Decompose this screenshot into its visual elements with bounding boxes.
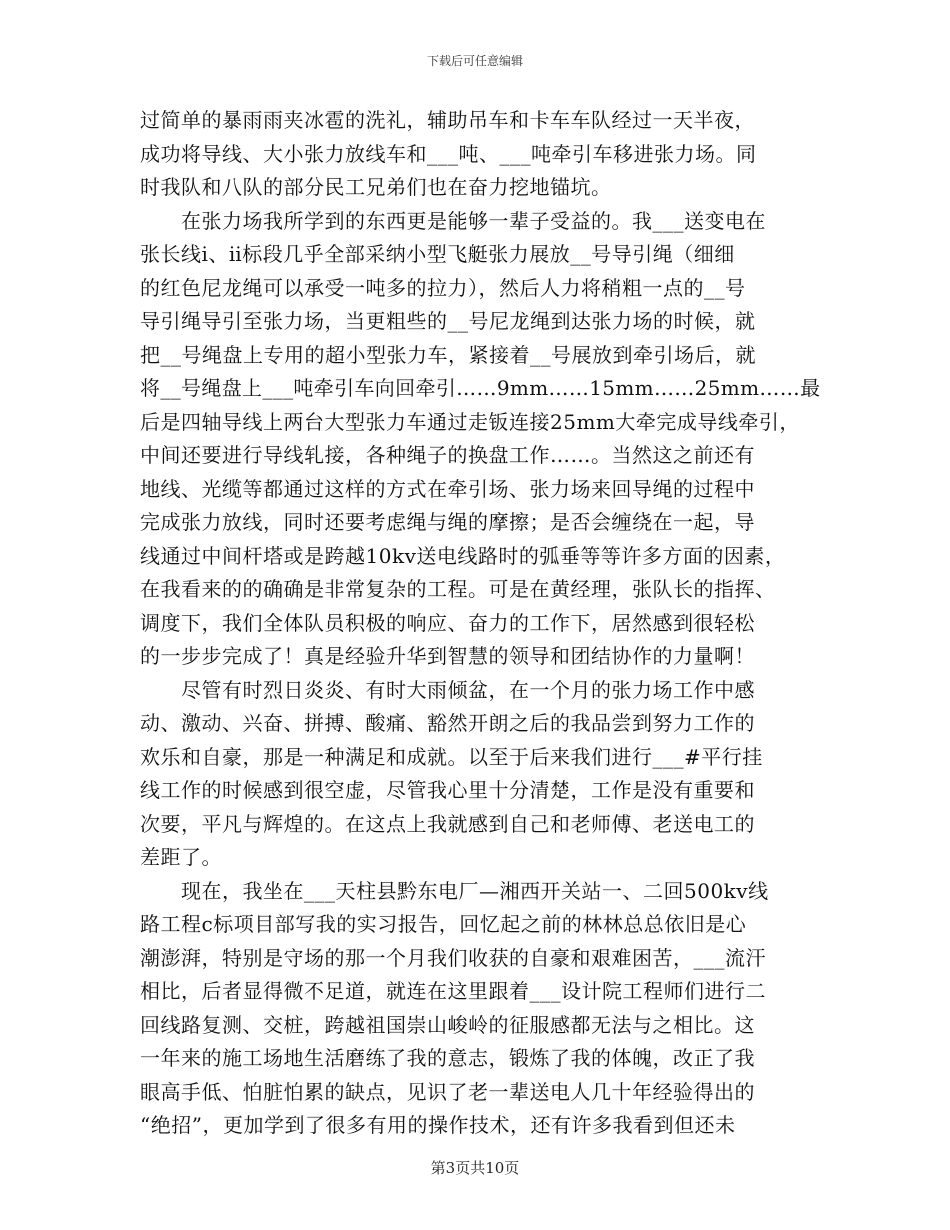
text-line: 将__号绳盘上___吨牵引车向回牵引……9mm……15mm……25mm……最: [140, 376, 821, 400]
text-line: 过简单的暴雨雨夹冰雹的洗礼，辅助吊车和卡车车队经过一天半夜，: [140, 108, 755, 132]
text-line: 在张力场我所学到的东西更是能够一辈子受益的。我___送变电在: [140, 208, 766, 233]
text-line: 中间还要进行导线轧接，各种绳子的换盘工作……。当然这之前还有: [140, 443, 755, 467]
text-line: 地线、光缆等都通过这样的方式在牵引场、张力场来回导绳的过程中: [140, 476, 755, 501]
text-line: 欢乐和自豪，那是一种满足和成就。以至于后来我们进行___#平行挂: [140, 744, 763, 769]
text-line: 的一步步完成了！真是经验升华到智慧的领导和团结协作的力量啊！: [140, 644, 755, 668]
text-line: 完成张力放线，同时还要考虑绳与绳的摩擦；是否会缠绕在一起，导: [140, 510, 755, 534]
text-line: 把__号绳盘上专用的超小型张力车，紧接着__号展放到牵引场后，就: [140, 342, 756, 367]
text-line: “绝招”，更加学到了很多有用的操作技术，还有许多我看到但还未: [140, 1113, 736, 1137]
text-line: 潮澎湃，特别是守场的那一个月我们收获的自豪和艰难困苦，___流汗: [140, 945, 766, 970]
page-footer: 第3页共10页: [430, 1159, 520, 1177]
text-line: 后是四轴导线上两台大型张力车通过走钣连接25mm大牵完成导线牵引，: [140, 409, 800, 434]
text-line: 动、激动、兴奋、拼搏、酸痛、豁然开朗之后的我品尝到努力工作的: [140, 711, 755, 735]
text-line: 回线路复测、交桩，跨越祖国崇山峻岭的征服感都无法与之相比。这: [140, 1012, 755, 1037]
text-line: 差距了。: [140, 845, 222, 869]
text-line: 时我队和八队的部分民工兄弟们也在奋力挖地锚坑。: [140, 175, 612, 199]
text-line: 现在，我坐在___天柱县黔东电厂—湘西开关站一、二回500kv线: [140, 878, 769, 903]
text-line: 张长线ⅰ、ⅱ标段几乎全部采纳小型飞艇张力展放__号导引绳（细细: [140, 242, 735, 266]
body-text: [140, 104, 820, 1143]
text-line: 调度下，我们全体队员积极的响应、奋力的工作下，居然感到很轻松: [140, 610, 755, 635]
text-line: 路工程c标项目部写我的实习报告，回忆起之前的林林总总依旧是心: [140, 912, 747, 936]
text-line: 的红色尼龙绳可以承受一吨多的拉力），然后人力将稍粗一点的__号: [140, 275, 746, 300]
text-line: 尽管有时烈日炎炎、有时大雨倾盆，在一个月的张力场工作中感: [140, 677, 755, 702]
text-line: 成功将导线、大小张力放线车和___吨、___吨牵引车移进张力场。同: [140, 141, 757, 166]
text-line: 眼高手低、怕脏怕累的缺点，见识了老一辈送电人几十年经验得出的: [140, 1079, 755, 1104]
text-line: 线通过中间杆塔或是跨越10kv送电线路时的弧垂等等许多方面的因素，: [140, 543, 786, 568]
text-line: 相比，后者显得微不足道，就连在这里跟着___设计院工程师们进行二: [140, 979, 766, 1003]
text-line: 一年来的施工场地生活磨练了我的意志，锻炼了我的体魄，改正了我: [140, 1046, 755, 1070]
text-line: 在我看来的的确确是非常复杂的工程。可是在黄经理，张队长的指挥、: [140, 577, 776, 601]
text-line: 线工作的时候感到很空虚，尽管我心里十分清楚，工作是没有重要和: [140, 778, 755, 802]
page-header: 下载后可任意编辑: [426, 54, 523, 68]
text-line: 导引绳导引至张力场，当更粗些的__号尼龙绳到达张力场的时候，就: [140, 309, 756, 333]
text-line: 次要，平凡与辉煌的。在这点上我就感到自己和老师傅、老送电工的: [140, 811, 755, 836]
